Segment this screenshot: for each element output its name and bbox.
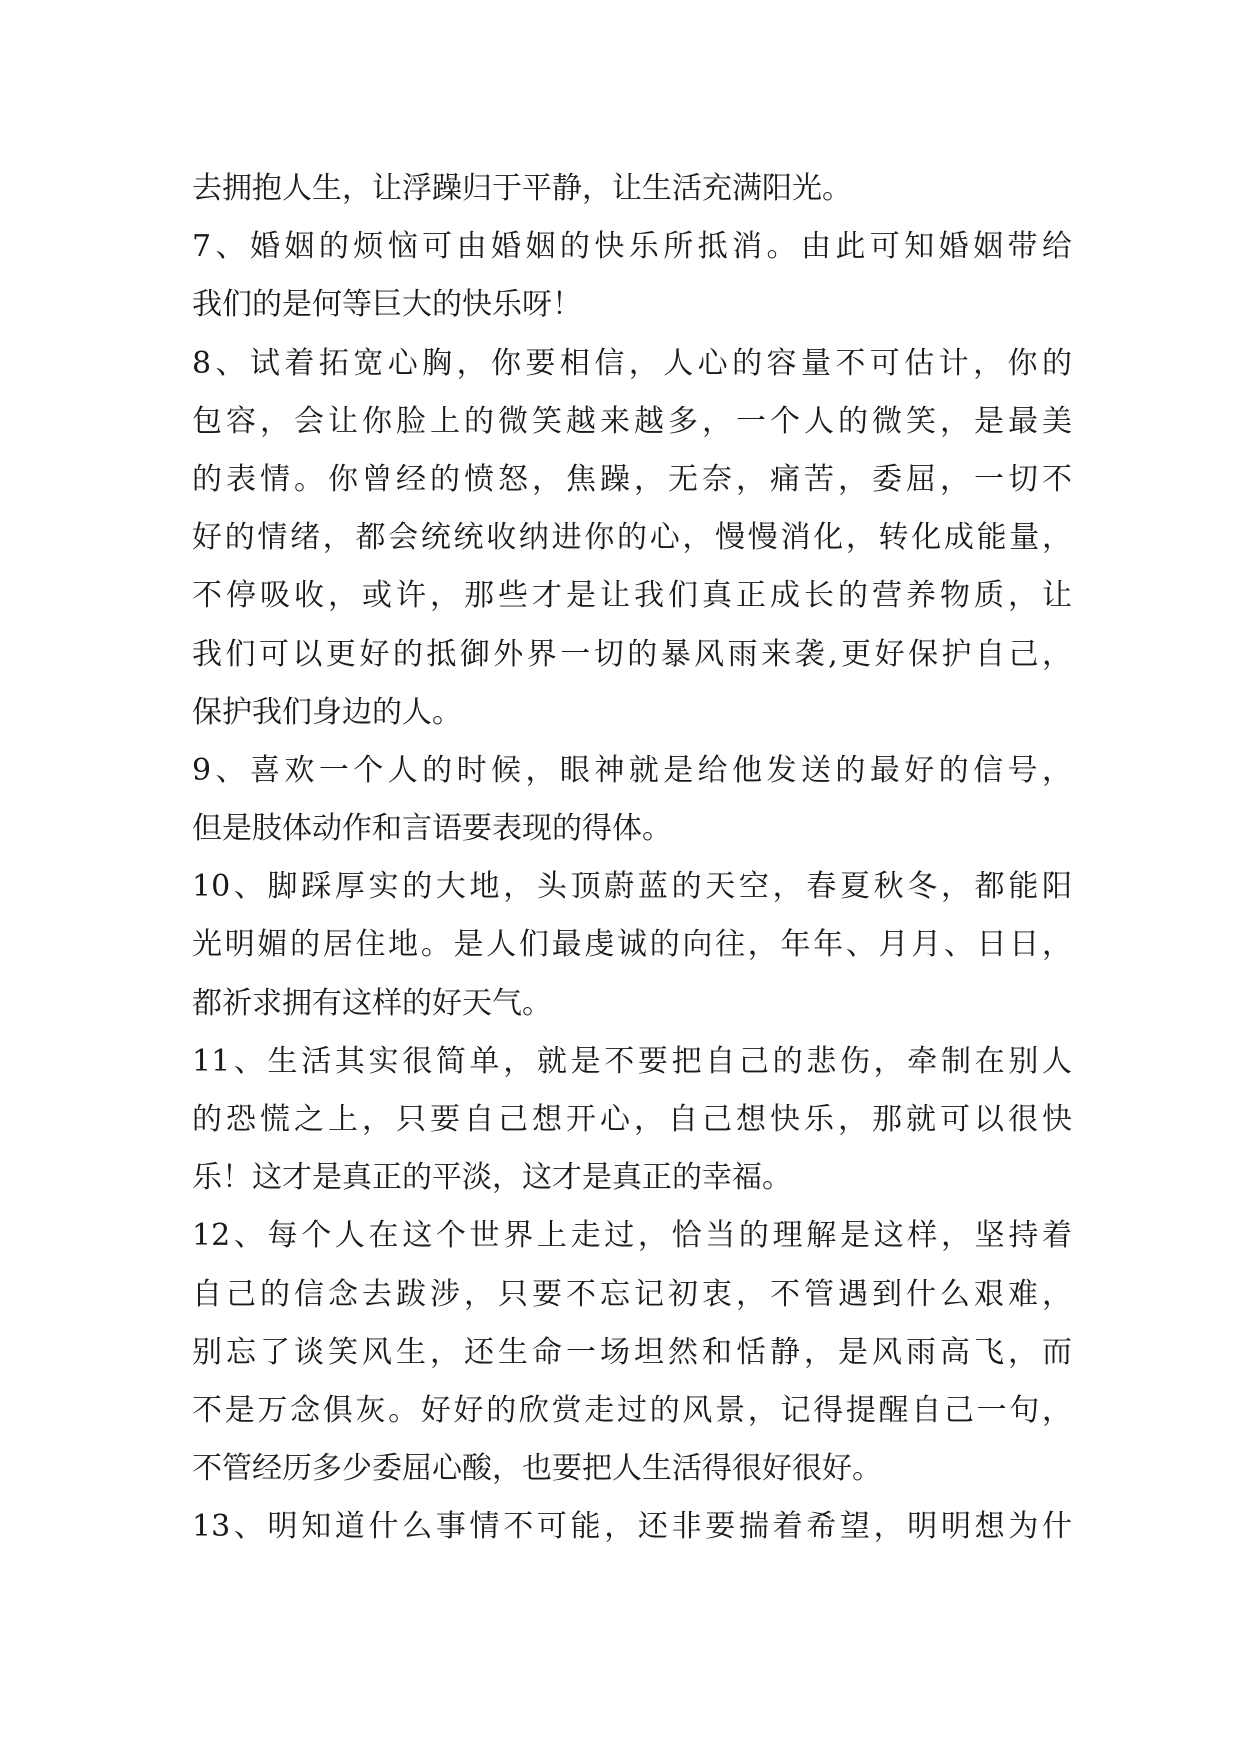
text-line: 10、脚踩厚实的大地，头顶蔚蓝的天空，春夏秋冬，都能阳 bbox=[192, 869, 1072, 905]
text-line: 保护我们身边的人。 bbox=[192, 694, 462, 730]
text-line: 包容，会让你脸上的微笑越来越多，一个人的微笑，是最美 bbox=[192, 403, 1072, 439]
text-line: 7、婚姻的烦恼可由婚姻的快乐所抵消。由此可知婚姻带给 bbox=[192, 229, 1072, 265]
text-line: 乐！这才是真正的平淡，这才是真正的幸福。 bbox=[192, 1160, 792, 1196]
text-line: 我们的是何等巨大的快乐呀！ bbox=[192, 287, 582, 323]
text-line: 13、明知道什么事情不可能，还非要揣着希望，明明想为什 bbox=[192, 1509, 1072, 1545]
text-line: 不停吸收，或许，那些才是让我们真正成长的营养物质，让 bbox=[192, 578, 1072, 614]
text-line: 光明媚的居住地。是人们最虔诚的向往，年年、月月、日日， bbox=[192, 927, 1072, 963]
text-line: 12、每个人在这个世界上走过，恰当的理解是这样，坚持着 bbox=[192, 1218, 1072, 1254]
text-line: 不是万念俱灰。好好的欣赏走过的风景，记得提醒自己一句， bbox=[192, 1392, 1072, 1428]
text-line: 11、生活其实很简单，就是不要把自己的悲伤，牵制在别人 bbox=[192, 1043, 1072, 1079]
text-line: 但是肢体动作和言语要表现的得体。 bbox=[192, 811, 672, 847]
text-line: 自己的信念去跋涉，只要不忘记初衷，不管遇到什么艰难， bbox=[192, 1276, 1072, 1312]
text-line: 的表情。你曾经的愤怒，焦躁，无奈，痛苦，委屈，一切不 bbox=[192, 461, 1072, 497]
text-line: 的恐慌之上，只要自己想开心，自己想快乐，那就可以很快 bbox=[192, 1102, 1072, 1137]
text-line: 8、试着拓宽心胸，你要相信，人心的容量不可估计，你的 bbox=[192, 345, 1072, 381]
text-line: 别忘了谈笑风生，还生命一场坦然和恬静，是风雨高飞，而 bbox=[192, 1334, 1072, 1370]
text-line: 不管经历多少委屈心酸，也要把人生活得很好很好。 bbox=[192, 1451, 882, 1487]
text-line: 9、喜欢一个人的时候，眼神就是给他发送的最好的信号， bbox=[192, 752, 1072, 788]
body-text bbox=[192, 160, 1072, 1557]
text-line: 去拥抱人生，让浮躁归于平静，让生活充满阳光。 bbox=[192, 171, 852, 206]
text-line: 好的情绪，都会统统收纳进你的心，慢慢消化，转化成能量， bbox=[192, 520, 1072, 556]
text-line: 都祈求拥有这样的好天气。 bbox=[192, 985, 552, 1021]
text-line: 我们可以更好的抵御外界一切的暴风雨来袭,更好保护自己， bbox=[192, 636, 1072, 672]
